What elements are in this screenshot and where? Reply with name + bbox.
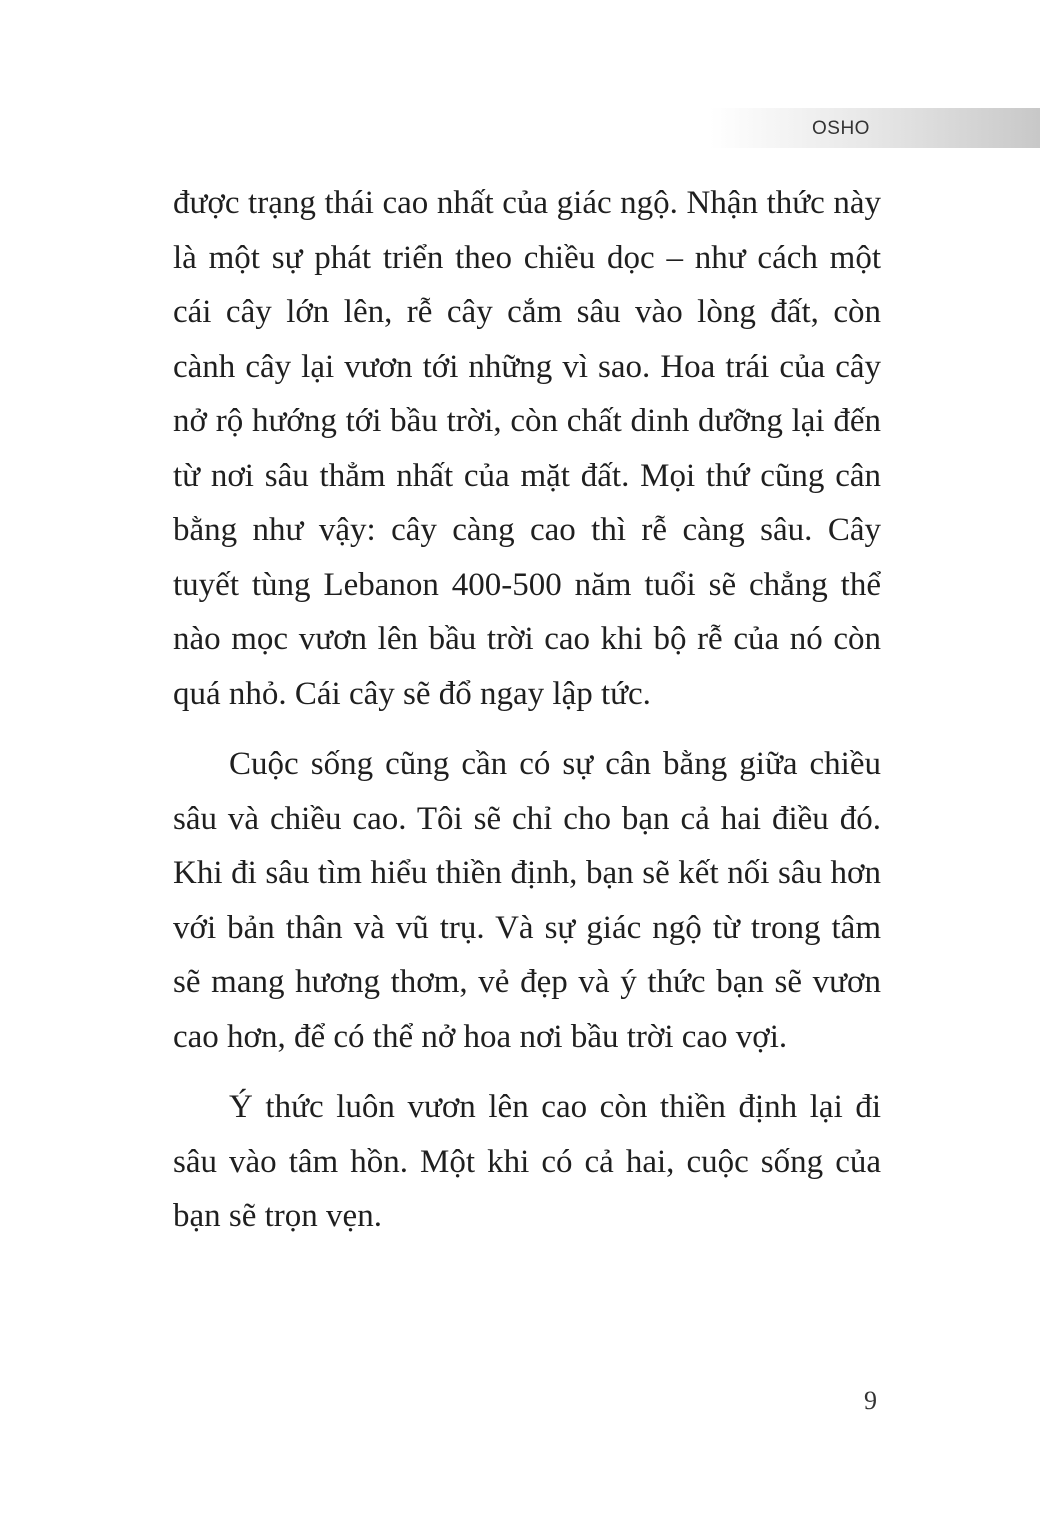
running-header-author: OSHO: [812, 118, 870, 139]
body-text: [173, 176, 881, 1244]
paragraph: Ý thức luôn vươn lên cao còn thiền định lại đi sâu vào tâm hồn. Một khi có cả hai, cuộc sống của bạn sẽ trọn vẹn.: [173, 1089, 881, 1234]
page-number: 9: [864, 1386, 877, 1415]
paragraph-continued: được trạng thái cao nhất của giác ngộ. Nhận thức này là một sự phát triển theo chiều dọc – như cách một cái cây lớn lên, rễ cây cắm sâu vào lòng đất, còn cành cây lại vươn tới những vì sao. Hoa trái của cây nở rộ hướng tới bầu trời, còn chất dinh dưỡng lại đến từ nơi sâu thẳm nhất của mặt đất. Mọi thứ cũng cân bằng như vậy: cây càng cao thì rễ càng sâu. Cây tuyết tùng Lebanon 400-500 năm tuổi sẽ chẳng thể nào mọc vươn lên bầu trời cao khi bộ rễ của nó còn quá nhỏ. Cái cây sẽ đổ ngay lập tức.: [173, 185, 881, 712]
header-band: [710, 108, 1040, 148]
paragraph: Cuộc sống cũng cần có sự cân bằng giữa chiều sâu và chiều cao. Tôi sẽ chỉ cho bạn cả hai điều đó. Khi đi sâu tìm hiểu thiền định, bạn sẽ kết nối sâu hơn với bản thân và vũ trụ. Và sự giác ngộ từ trong tâm sẽ mang hương thơm, vẻ đẹp và ý thức bạn sẽ vươn cao hơn, để có thể nở hoa nơi bầu trời cao vợi.: [173, 746, 881, 1055]
